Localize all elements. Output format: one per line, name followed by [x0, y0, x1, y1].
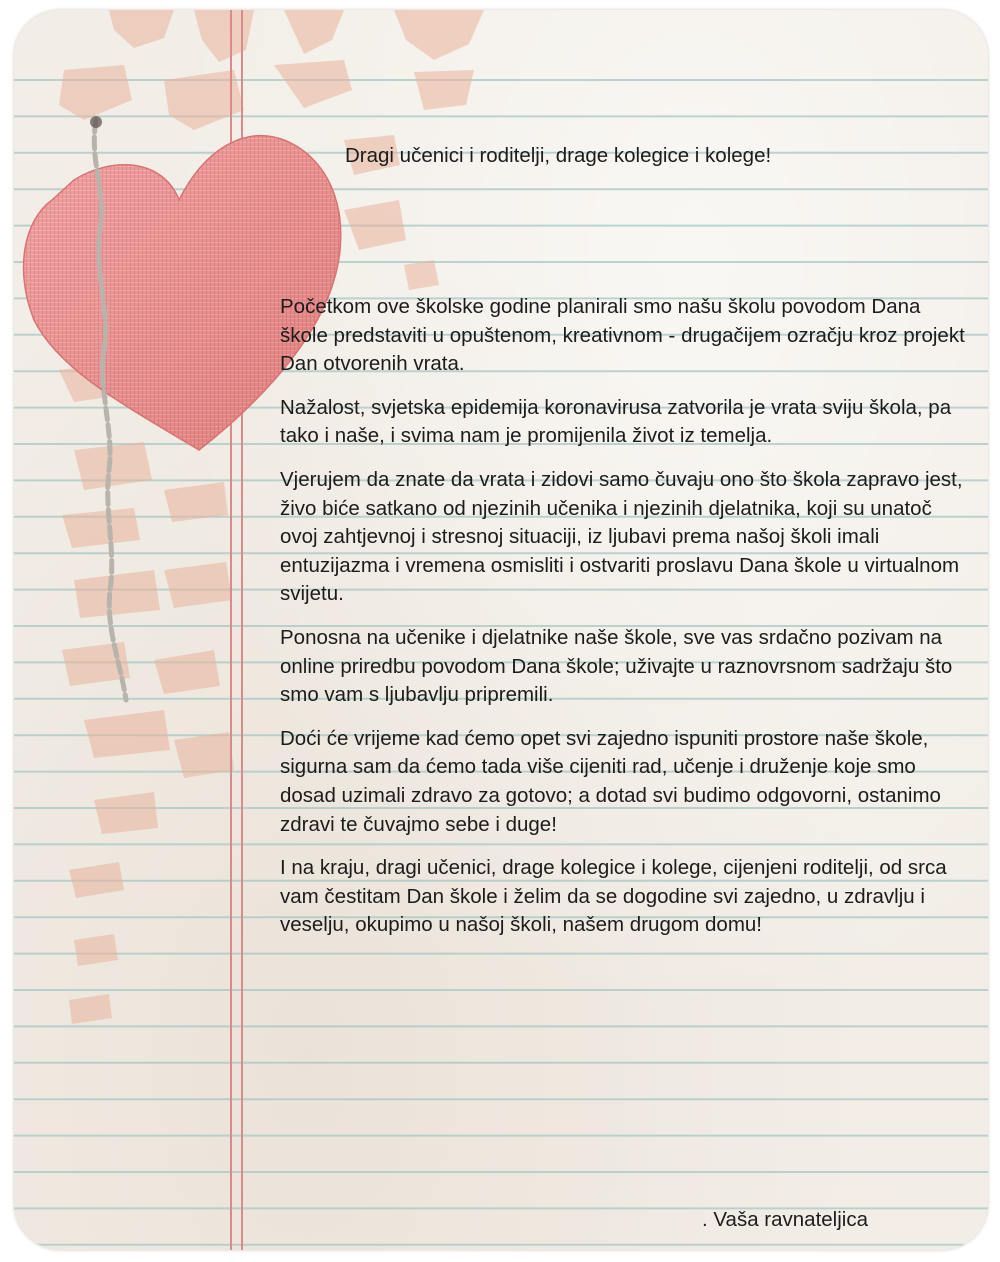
greeting: Dragi učenici i roditelji, drage kolegice i kolege! — [345, 144, 772, 167]
paragraph-1: Početkom ove školske godine planirali smo našu školu povodom Dana škole predstaviti u opuštenom, kreativnom - drugačijem ozračju kroz projekt Dan otvorenih vrata. — [280, 295, 965, 376]
paragraph-3: Vjerujem da znate da vrata i zidovi samo čuvaju ono što škola zapravo jest, živo biće satkano od njezinih učenika i njezinih djelatnika, koji su unatoč ovoj zahtjevnoj i stresnoj situaciji, iz ljubavi prema našoj školi imali entuzijazma i vremena osmisliti i ostvariti proslavu Dana škole u virtualnom svijetu. — [280, 467, 963, 606]
paragraph-4: Ponosna na učenike i djelatnike naše škole, sve vas srdačno pozivam na online priredbu povodom Dana škole; uživajte u raznovrsnom sadržaju što smo vam s ljubavlju pripremili. — [280, 625, 953, 707]
letter-body — [280, 293, 970, 955]
signature: . Vaša ravnateljica — [702, 1208, 868, 1231]
letter-paper — [14, 10, 988, 1250]
paragraph-2: Nažalost, svjetska epidemija koronavirusa zatvorila je vrata sviju škola, pa tako i naše, i svima nam je promijenila život iz temelja. — [280, 395, 952, 448]
paragraph-6: I na kraju, dragi učenici, drage kolegice i kolege, cijenjeni roditelji, od srca vam čestitam Dan škole i želim da se dogodine svi zajedno, u zdravlju i veselju, okupimo u našoj školi, našem drugom domu! — [280, 856, 947, 937]
paragraph-5: Doći će vrijeme kad ćemo opet svi zajedno ispuniti prostore naše škole, sigurna sam da ćemo tada više cijeniti rad, učenje i druženje koje smo dosad uzimali zdravo za gotovo; a dotad svi budimo odgovorni, ostanimo zdravi te čuvajmo sebe i duge! — [280, 726, 941, 836]
